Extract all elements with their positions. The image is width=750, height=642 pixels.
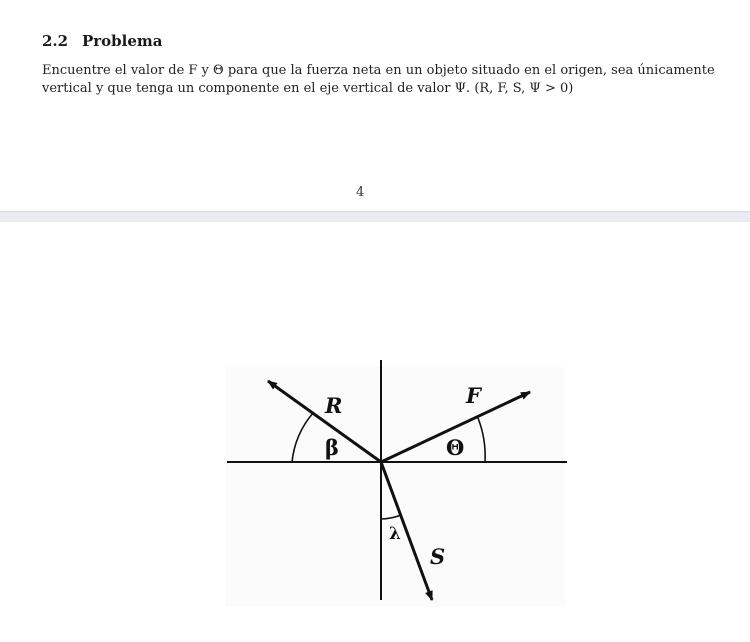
vector-f-label: F: [466, 383, 481, 408]
angle-lambda-label: λ: [389, 524, 401, 544]
angle-theta-label: Θ: [446, 435, 465, 460]
page-number: 4: [356, 185, 365, 200]
section-heading: [42, 32, 163, 50]
problem-statement: [42, 62, 715, 98]
angle-beta-label: β: [325, 435, 339, 460]
document-page-bottom: [0, 222, 750, 642]
document-page-top: [0, 0, 750, 211]
section-number: 2.2: [42, 32, 69, 50]
section-title: Problema: [82, 32, 163, 50]
vector-s-label: S: [430, 544, 446, 569]
force-diagram: [0, 222, 750, 642]
problem-line-1: Encuentre el valor de F y Θ para que la fuerza neta en un objeto situado en el origen, sea únicamente: [42, 63, 715, 78]
ghost-background: [225, 367, 565, 607]
problem-line-2: vertical y que tenga un componente en el eje vertical de valor Ψ. (R, F, S, Ψ > 0): [42, 81, 574, 96]
vector-r-label: R: [325, 393, 343, 418]
